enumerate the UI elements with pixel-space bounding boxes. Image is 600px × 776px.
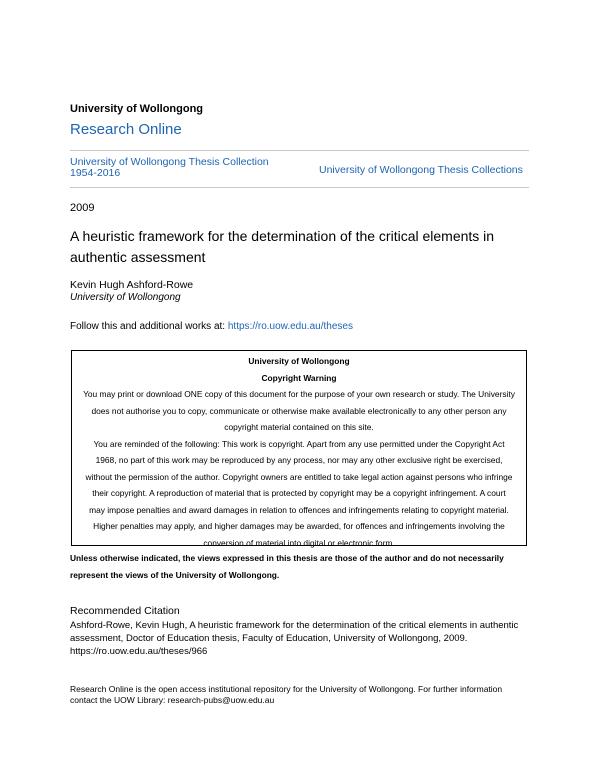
- copyright-line: may impose penalties and award damages in relation to offences and infringements relating to copyright material.: [89, 504, 509, 515]
- footer-line: contact the UOW Library: research-pubs@uow.edu.au: [70, 695, 275, 705]
- copyright-line: You may print or download ONE copy of this document for the purpose of your own research or study. The University: [83, 389, 515, 399]
- divider-top: [70, 150, 529, 151]
- copyright-line: without the permission of the author. Copyright owners are entitled to take legal action against persons who infringe: [85, 471, 513, 482]
- divider-bottom: [70, 187, 529, 188]
- disclaimer-line: Unless otherwise indicated, the views expressed in this thesis are those of the author and do not necessarily: [70, 553, 504, 563]
- copyright-line: You are reminded of the following: This work is copyright. Apart from any use permitted under the Copyright Act: [93, 438, 505, 449]
- copyright-line: does not authorise you to copy, communicate or otherwise make available electronically to any other person any: [91, 405, 507, 416]
- copyright-box-heading: University of Wollongong: [248, 356, 350, 366]
- author-affiliation: University of Wollongong: [70, 292, 181, 303]
- author-name: Kevin Hugh Ashford-Rowe: [70, 279, 194, 291]
- views-disclaimer: [70, 550, 530, 583]
- copyright-line: Higher penalties may apply, and higher damages may be awarded, for offences and infringements involving the: [93, 521, 505, 531]
- copyright-line: conversion of material into digital or electronic form.: [203, 537, 395, 548]
- collection-link-left[interactable]: University of Wollongong Thesis Collection 1954-2016: [70, 156, 269, 179]
- publication-year: 2009: [70, 202, 95, 214]
- copyright-warning-box: [71, 350, 527, 546]
- recommended-citation-text: Ashford-Rowe, Kevin Hugh, A heuristic framework for the determination of the critical elements in authentic assessment, Doctor of Education thesis, Faculty of Education, University of Wollongong, 2009. https://ro.uow.edu.au/theses/966: [70, 620, 519, 657]
- collection-link-right[interactable]: University of Wollongong Thesis Collections: [319, 164, 523, 176]
- research-online-link[interactable]: Research Online: [70, 121, 182, 138]
- footer-line: Research Online is the open access institutional repository for the University of Wollongong. For further information: [70, 684, 503, 694]
- theses-link[interactable]: https://ro.uow.edu.au/theses: [227, 321, 353, 332]
- copyright-line: 1968, no part of this work may be reproduced by any process, nor may any other exclusive right be exercised,: [95, 455, 503, 465]
- footer-note: [70, 684, 530, 706]
- follow-text: Follow this and additional works at:: [70, 321, 228, 332]
- disclaimer-line: represent the views of the University of Wollongong.: [70, 569, 280, 580]
- copyright-line: their copyright. A reproduction of material that is protected by copyright may be a copyright infringement. A court: [92, 488, 506, 498]
- copyright-box-subheading: Copyright Warning: [261, 372, 337, 383]
- recommended-citation-heading: Recommended Citation: [70, 605, 180, 617]
- thesis-title: A heuristic framework for the determination of the critical elements in authentic assessment: [70, 228, 495, 265]
- copyright-line: copyright material contained on this site.: [224, 422, 374, 432]
- follow-line: [70, 321, 353, 332]
- university-name: University of Wollongong: [70, 103, 204, 115]
